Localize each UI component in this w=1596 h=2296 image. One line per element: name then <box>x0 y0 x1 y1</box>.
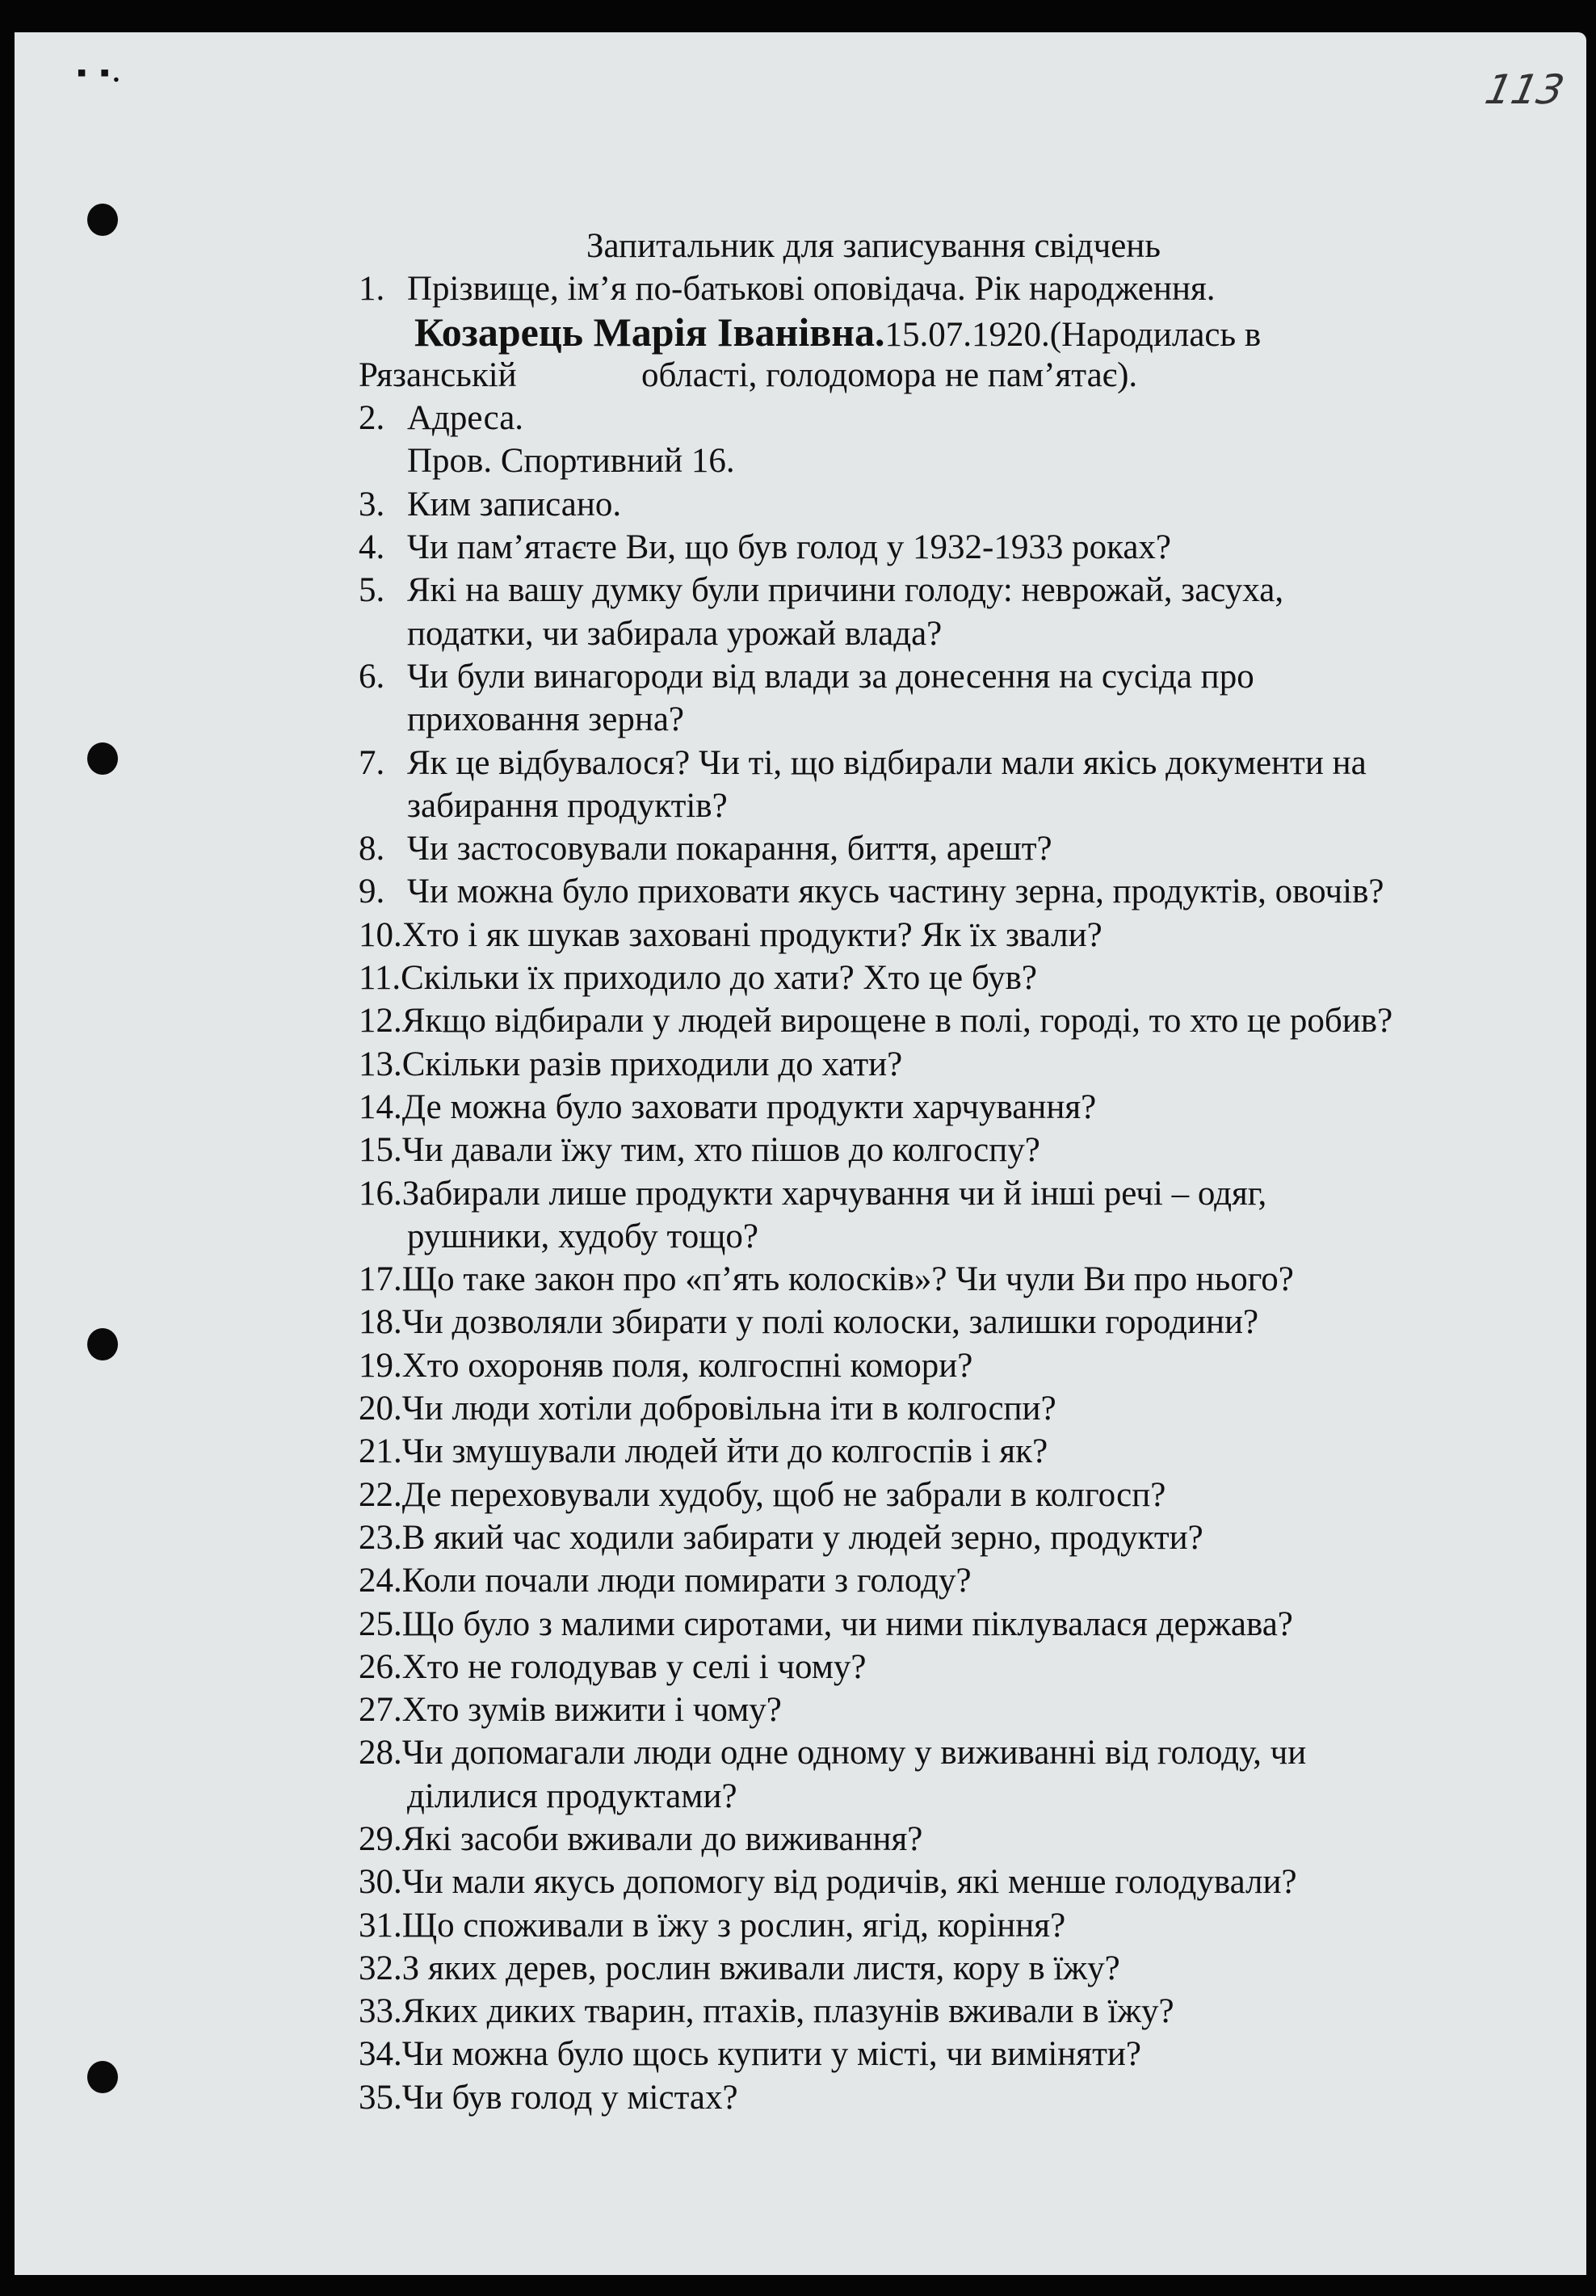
question-text: Чи дозволяли збирати у полі колоски, залишки городини? <box>401 1303 1259 1342</box>
question-number: 19. <box>359 1346 402 1385</box>
question-text: Хто і як шукав заховані продукти? Як їх звали? <box>401 915 1102 954</box>
document-title: Запитальник для записування свідчень <box>586 227 1161 265</box>
questionnaire <box>0 225 1596 2119</box>
question-item <box>0 1646 1596 1688</box>
question-number: 7. <box>359 743 385 782</box>
question-text: Забирали лише продукти харчування чи й інші речі – одяг, <box>401 1174 1267 1213</box>
question-continuation <box>0 784 1596 827</box>
question-text: Чи мали якусь допомогу від родичів, які менше голодували? <box>401 1863 1297 1902</box>
question-text: приховання зерна? <box>407 700 685 739</box>
question-item <box>0 1688 1596 1731</box>
question-text: В який час ходили забирати у людей зерно, продукти? <box>401 1518 1203 1557</box>
question-item <box>0 1301 1596 1344</box>
respondent-name-line <box>0 311 1596 354</box>
question-number: 29. <box>359 1819 402 1858</box>
question-item <box>0 1430 1596 1473</box>
question-number: 10. <box>359 915 402 954</box>
question-text: Чи були винагороди від влади за донесення на сусіда про <box>407 657 1254 696</box>
respondent-birth-info: 15.07.1920.(Народилась в <box>884 315 1262 354</box>
question-text: Де можна було заховати продукти харчування? <box>401 1087 1097 1126</box>
question-text: Що споживали в їжу з рослин, ягід, коріння? <box>401 1906 1066 1945</box>
question-item <box>0 1043 1596 1086</box>
question-text: Адреса. <box>407 399 524 438</box>
question-number: 13. <box>359 1045 402 1083</box>
question-item <box>0 999 1596 1042</box>
question-text: рушники, худобу тощо? <box>407 1217 758 1255</box>
question-item <box>0 526 1596 569</box>
question-item <box>0 1904 1596 1947</box>
question-number: 28. <box>359 1734 402 1772</box>
question-text: Які засоби вживали до виживання? <box>401 1819 923 1858</box>
question-item <box>0 1172 1596 1215</box>
question-number: 21. <box>359 1432 402 1471</box>
question-number: 35. <box>359 2078 402 2117</box>
question-number: 18. <box>359 1303 402 1342</box>
respondent-region: Рязанській <box>359 355 517 394</box>
question-item <box>0 1258 1596 1301</box>
question-continuation <box>0 698 1596 741</box>
question-item <box>0 267 1596 310</box>
question-text: Де переховували худобу, щоб не забрали в колгосп? <box>401 1475 1166 1514</box>
question-continuation <box>0 1775 1596 1818</box>
question-item <box>0 1474 1596 1516</box>
question-item <box>0 569 1596 612</box>
question-item <box>0 2076 1596 2119</box>
question-item <box>0 655 1596 698</box>
question-item <box>0 1990 1596 2033</box>
question-item <box>0 1086 1596 1129</box>
respondent-region-note: області, голодомора не пам’ятає). <box>641 355 1138 394</box>
question-item <box>0 1861 1596 1903</box>
question-number: 12. <box>359 1002 402 1041</box>
question-number: 5. <box>359 571 385 610</box>
question-text: Чи можна було щось купити у місті, чи виміняти? <box>401 2035 1141 2074</box>
respondent-region-line <box>0 354 1596 397</box>
question-number: 11. <box>359 959 401 998</box>
question-number: 15. <box>359 1131 402 1170</box>
question-number: 1. <box>359 270 385 309</box>
question-item <box>0 1947 1596 1990</box>
question-item <box>0 1818 1596 1861</box>
question-text: Хто не голодував у селі і чому? <box>401 1647 867 1686</box>
question-text: Що було з малими сиротами, чи ними піклувалася держава? <box>401 1604 1293 1643</box>
question-number: 27. <box>359 1691 402 1730</box>
question-number: 30. <box>359 1863 402 1902</box>
question-number: 34. <box>359 2035 402 2074</box>
question-text: Як це відбувалося? Чи ті, що відбирали мали якісь документи на <box>407 743 1367 782</box>
question-text: Чи люди хотіли добровільна іти в колгоспи? <box>401 1390 1056 1428</box>
question-number: 33. <box>359 1992 402 2031</box>
question-text: Хто охороняв поля, колгоспні комори? <box>401 1346 973 1385</box>
question-text: податки, чи забирала урожай влада? <box>407 614 943 653</box>
question-text: Скільки разів приходили до хати? <box>401 1045 903 1083</box>
address-line <box>0 439 1596 482</box>
question-text: Чи був голод у містах? <box>401 2078 738 2117</box>
question-continuation <box>0 1215 1596 1258</box>
question-text: забирання продуктів? <box>407 786 728 825</box>
question-number: 20. <box>359 1390 402 1428</box>
question-number: 22. <box>359 1475 402 1514</box>
question-item <box>0 1559 1596 1602</box>
question-item <box>0 870 1596 913</box>
question-number: 23. <box>359 1518 402 1557</box>
question-text: Ким записано. <box>407 485 622 524</box>
question-continuation <box>0 612 1596 655</box>
question-text: Що таке закон про «п’ять колосків»? Чи чули Ви про нього? <box>401 1260 1294 1299</box>
question-number: 24. <box>359 1562 402 1600</box>
question-text: Чи застосовували покарання, биття, арешт? <box>407 830 1052 868</box>
question-number: 2. <box>359 399 385 438</box>
question-item <box>0 1603 1596 1646</box>
question-number: 3. <box>359 485 385 524</box>
question-text: Хто зумів вижити і чому? <box>401 1691 782 1730</box>
question-number: 9. <box>359 873 385 911</box>
question-text: Коли почали люди помирати з голоду? <box>401 1562 972 1600</box>
question-text: Чи давали їжу тим, хто пішов до колгоспу? <box>401 1131 1040 1170</box>
question-number: 14. <box>359 1087 402 1126</box>
respondent-address: Пров. Спортивний 16. <box>407 442 735 481</box>
question-text: Яких диких тварин, птахів, плазунів вживали в їжу? <box>401 1992 1174 2031</box>
respondent-name: Козарець Марія Іванівна. <box>414 309 885 355</box>
question-item <box>0 742 1596 784</box>
question-text: Чи пам’ятаєте Ви, що був голод у 1932-1933 роках? <box>407 528 1172 567</box>
question-number: 6. <box>359 657 385 696</box>
question-number: 32. <box>359 1949 402 1987</box>
question-number: 25. <box>359 1604 402 1643</box>
question-item <box>0 914 1596 957</box>
question-number: 17. <box>359 1260 402 1299</box>
question-text: ділилися продуктами? <box>407 1777 737 1815</box>
question-number: 8. <box>359 830 385 868</box>
question-item <box>0 957 1596 999</box>
question-number: 31. <box>359 1906 402 1945</box>
question-text: Які на вашу думку були причини голоду: неврожай, засуха, <box>407 571 1284 610</box>
question-item <box>0 1731 1596 1774</box>
question-number: 4. <box>359 528 385 567</box>
corner-marks: ▪ ▪. <box>77 58 124 88</box>
question-text: Чи змушували людей йти до колгоспів і як? <box>401 1432 1048 1471</box>
question-item <box>0 2033 1596 2075</box>
question-item <box>0 483 1596 526</box>
question-item <box>0 1129 1596 1171</box>
question-item <box>0 397 1596 439</box>
handwritten-page-number: 113 <box>1480 66 1569 113</box>
question-text: Якщо відбирали у людей вирощене в полі, городі, то хто це робив? <box>401 1002 1393 1041</box>
question-item <box>0 1387 1596 1430</box>
question-number: 26. <box>359 1647 402 1686</box>
question-item <box>0 1344 1596 1387</box>
question-number: 16. <box>359 1174 402 1213</box>
question-item <box>0 1516 1596 1559</box>
question-text: Чи допомагали люди одне одному у виживанні від голоду, чи <box>401 1734 1307 1772</box>
question-text: Скільки їх приходило до хати? Хто це був? <box>401 959 1038 998</box>
question-item <box>0 827 1596 870</box>
question-text: Прізвище, ім’я по-батькові оповідача. Рік народження. <box>407 270 1216 309</box>
question-text: З яких дерев, рослин вживали листя, кору в їжу? <box>401 1949 1120 1987</box>
question-text: Чи можна було приховати якусь частину зерна, продуктів, овочів? <box>407 873 1384 911</box>
